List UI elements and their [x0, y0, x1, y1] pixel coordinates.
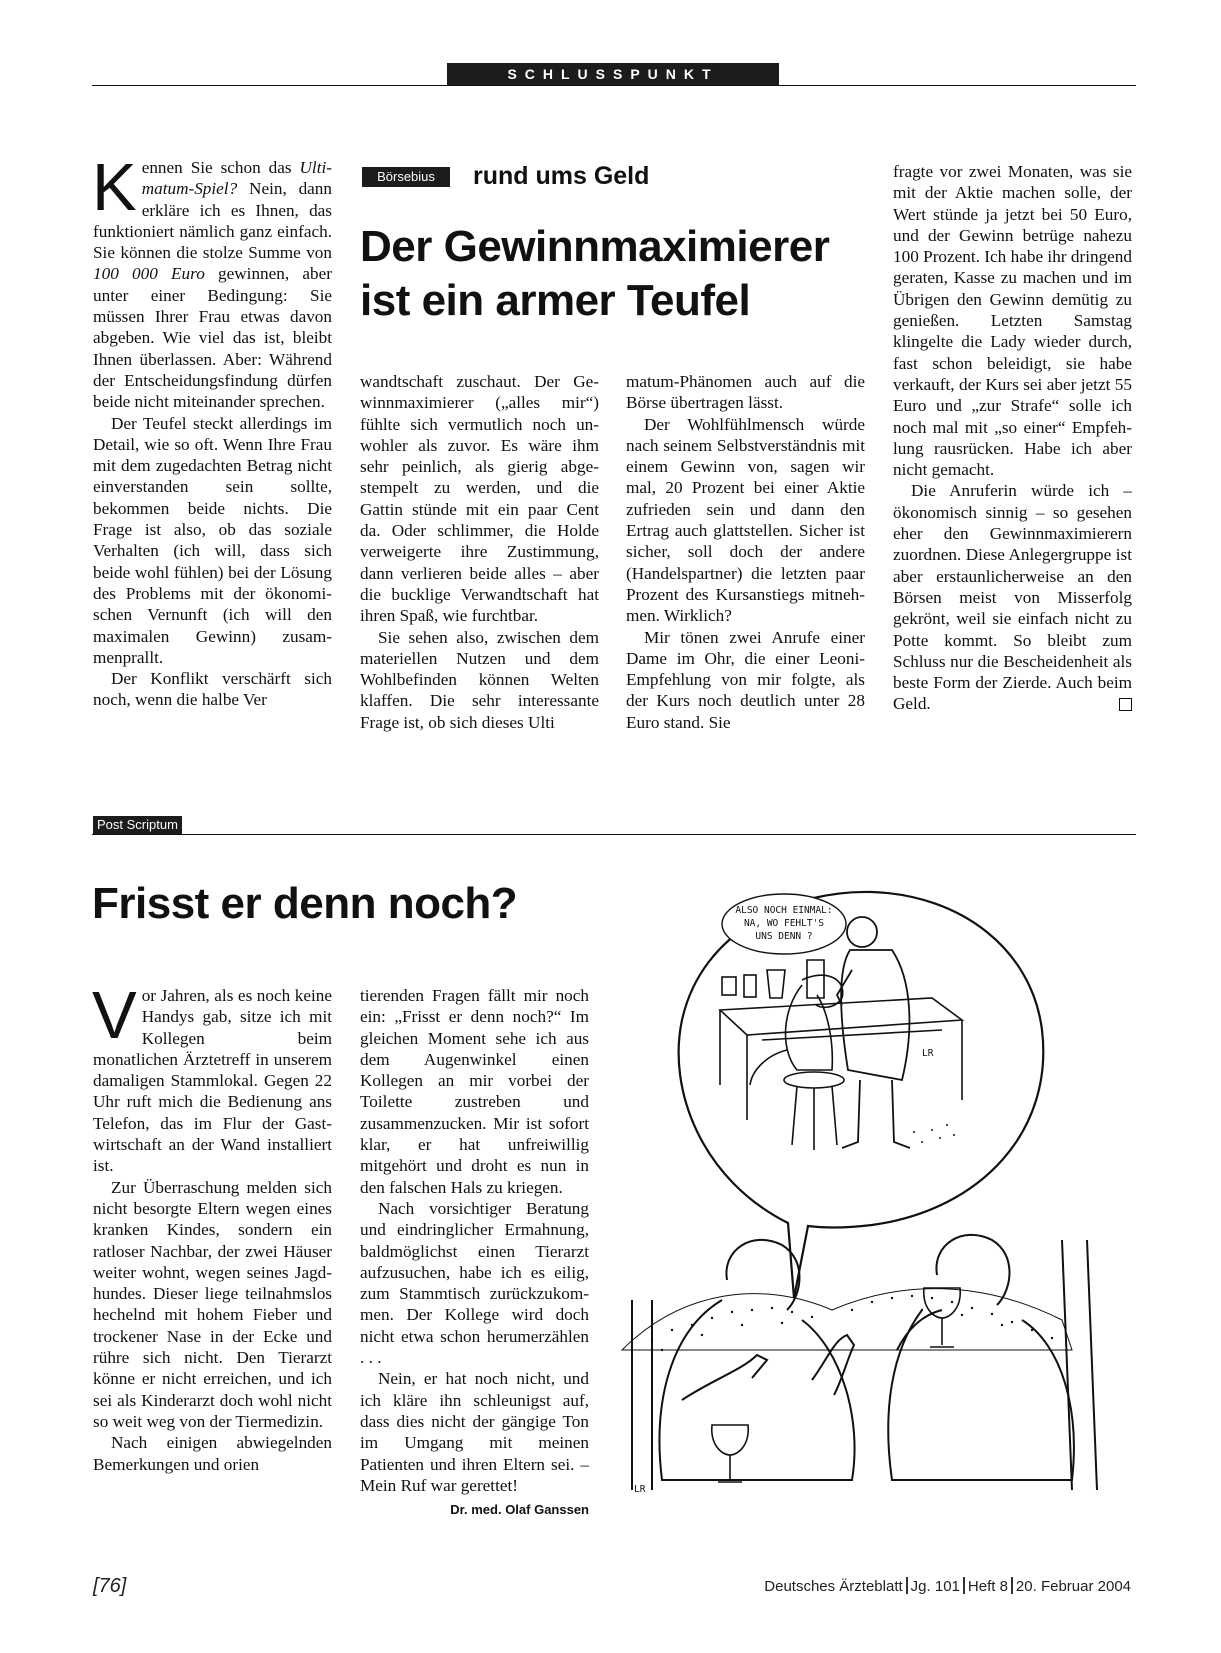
- article1-column-4: [893, 161, 1132, 715]
- wine-glass-left: [712, 1425, 748, 1482]
- section-header: SCHLUSSPUNKT: [447, 63, 779, 85]
- paragraph: Vor Jahren, als es noch keine Handys gab, sitze ich mit Kollegen beim monatlichen Ärztetreff in unserem damaligen Stammlokal. Gegen 22 Uhr ruft mich die Bedienung ans Telefon, das im Flur der Gastwirtschaft an der Wand installiert ist.: [92, 978, 332, 1176]
- article1-column-3: [626, 371, 865, 733]
- paragraph: Sie sehen also, zwischen dem materiellen Nutzen und dem Wohlbefinden können Welten klaffen. Die sehr interessante Frage ist, ob sich dieses Ulti: [360, 627, 599, 732]
- bubble-text-line-3: UNS DENN ?: [755, 931, 813, 942]
- artist-signature-bottom: LR: [634, 1484, 646, 1495]
- column-kicker: Börsebius: [362, 167, 450, 187]
- article1-column-2: [360, 371, 599, 733]
- artist-signature: LR: [922, 1048, 934, 1059]
- paragraph: Zur Überraschung melden sich nicht besorgte Eltern wegen eines kranken Kindes, sondern ein ratloser Nachbar, der zwei Häuser weiter wohnt, wegen seines Jagdhundes. Dieser liege teilnahmslos hechelnd mit hohem Fieber und trockener Nase in der Ecke und rühre sich nicht. Den Tierarzt könne er nicht erreichen, und ich sei als Kinderarzt doch wohl nicht so weit weg von der Tiermedizin.: [93, 1177, 332, 1431]
- headline-line-2: ist ein armer Teufel: [360, 276, 751, 325]
- journal-name: Deutsches Ärzteblatt: [764, 1578, 903, 1595]
- bubble-text-line-2: NA, WO FEHLT'S: [743, 918, 825, 929]
- postscriptum-kicker: Post Scriptum: [93, 816, 182, 834]
- drop-cap: K: [92, 150, 137, 225]
- separator: [906, 1577, 908, 1594]
- section-rule: [92, 834, 1136, 835]
- stippled-background: [622, 1289, 1072, 1352]
- paragraph: tierenden Fragen fällt mir noch ein: „Frisst er denn noch?“ Im gleichen Moment sehe ich aus dem Augenwinkel einen Kollegen an mir vorbei der Toilette zustreben und zusammenzucken. Mir ist sofort klar, er hat unfreiwillig mitgehört und droht es nun in den falschen Hals zu kriegen.: [360, 986, 589, 1197]
- paragraph: Nein, er hat noch nicht, und ich kläre ihn schleunigst auf, dass dies nicht der gängige Ton im Umgang mit meinen Patienten und ihren Eltern sei. – Mein Ruf war gerettet! Dr. med. Olaf Ganssen: [360, 1368, 589, 1496]
- man-right: [888, 1235, 1097, 1490]
- article1-column-1: [92, 150, 332, 711]
- dog-on-stool: [750, 975, 844, 1150]
- headline-line-1: Der Gewinnmaximierer: [360, 222, 830, 271]
- bubble-text-line-1: ALSO NOCH EINMAL:: [735, 905, 833, 916]
- paragraph: Nach vorsichtiger Beratung und eindringlicher Ermahnung, baldmöglichst einen Tierarzt aufzusuchen, habe ich es eilig, zum Stammtisch zurückzukommen. Der Kollege wird doch nicht etwa schon herumerzählen . . .: [360, 1198, 589, 1368]
- journal-footer: [764, 1577, 1131, 1595]
- paragraph: Die Anruferin würde ich – ökonomisch sinnig – so gesehen eher den Gewinnmaximierern zuordnen. Diese Anlegergruppe ist aber erstaunlicherweise an den Börsen meist von Misserfolg gekrönt, weil sie einfach nicht zu Potte kommt. So bleibt zum Schluss nur die Bescheidenheit als beste Form der Zierde. Auch beim Geld.: [893, 481, 1132, 714]
- floor-hatching: [913, 1124, 955, 1143]
- drop-cap: V: [92, 978, 137, 1053]
- cartoon-illustration: [602, 880, 1110, 1530]
- paragraph: Der Wohlfühlmensch würde nach seinem Selbstverständnis mit einem Gewinn von, sagen wir mal, 20 Prozent bei einer Aktie zufrieden sein und dann den Ertrag auch glattstellen. Sicher ist sicher, soll doch der andere (Handelspartner) die letzten paar Prozent des Kursanstiegs mitnehmen. Wirklich?: [626, 414, 865, 626]
- volume: Jg. 101: [910, 1578, 960, 1595]
- article-headline: [360, 220, 880, 328]
- bubble-text-cloud: [722, 894, 846, 954]
- paragraph: fragte vor zwei Monaten, was sie mit der Aktie machen solle, der Wert stünde ja jetzt bei 50 Euro, und der Gewinn betrüge nahezu 100 Prozent. Ich habe ihr dringend geraten, Kasse zu machen und im Übrigen den Gewinn demütig zu genießen. Letzten Samstag klingelte die Lady wieder durch, fast schon beleidigt, sie habe verkauft, der Kurs sei aber jetzt 55 Euro und „zur Strafe“ solle ich noch mal mit „so einer“ Empfehlung rausrücken. Habe ich aber nicht gemacht.: [893, 162, 1132, 480]
- article2-column-1: [92, 978, 332, 1475]
- man-left: [632, 1240, 855, 1490]
- header-rule: [92, 85, 1136, 86]
- page-number: [76]: [93, 1575, 127, 1597]
- paragraph: wandtschaft zuschaut. Der Gewinnmaximierer („alles mir“) fühlte sich vermutlich noch unwohler als zuvor. Es wäre ihm sehr peinlich, als gierig abgestempelt zu werden, und die Gattin stünde mit ein paar Cent da. Oder schlimmer, die Holde verweigerte ihre Zustimmung, dann verlieren beide alles – aber die bucklige Verwandtschaft hat ihren Spaß, wie furchtbar.: [360, 372, 599, 626]
- paragraph: Der Konflikt verschärft sich noch, wenn die halbe Ver: [93, 669, 332, 710]
- paragraph: Mir tönen zwei Anrufe einer Dame im Ohr, die einer Leoni-Empfehlung von mir folgte, als der Kurs noch deutlich unter 28 Euro stand. Sie: [626, 627, 865, 732]
- paragraph: matum-Phänomen auch auf die Börse übertragen lässt.: [626, 372, 865, 413]
- wine-glass-right: [924, 1288, 960, 1347]
- speech-bubble: [679, 892, 1044, 1298]
- paragraph: Kennen Sie schon das Ultimatum-Spiel? Nein, dann erkläre ich es Ihnen, das funktioniert nämlich ganz einfach. Sie können die stolze Summe von 100 000 Euro gewinnen, aber unter einer Bedingung: Sie müssen Ihrer Frau etwas davon abgeben. Wie viel das ist, bleibt Ihnen überlassen. Aber: Während der Entscheidungsfindung dürfen beide nicht miteinander sprechen.: [92, 150, 332, 412]
- paragraph: Nach einigen abwiegelnden Bemerkungen und orien: [93, 1433, 332, 1474]
- issue-date: 20. Februar 2004: [1015, 1578, 1131, 1595]
- separator: [963, 1577, 965, 1594]
- end-mark-icon: [1119, 698, 1132, 711]
- column-kicker-text: rund ums Geld: [473, 162, 650, 190]
- separator: [1011, 1577, 1013, 1594]
- article2-headline: Frisst er denn noch?: [92, 879, 518, 928]
- author-byline: Dr. med. Olaf Ganssen: [450, 1502, 589, 1518]
- paragraph: Der Teufel steckt allerdings im Detail, wie so oft. Wenn Ihre Frau mit dem zugedachten Betrag nicht einverstanden sein sollte, bekommen beide nichts. Die Frage ist also, ob das soziale Verhalten (ich will, dass sich beide wohl fühlen) bei der Lösung des Problems mit der ökonomischen Vernunft (ich will den maximalen Gewinn) zusammenprallt.: [93, 413, 332, 667]
- article2-column-2: [360, 985, 589, 1520]
- issue: Heft 8: [967, 1578, 1008, 1595]
